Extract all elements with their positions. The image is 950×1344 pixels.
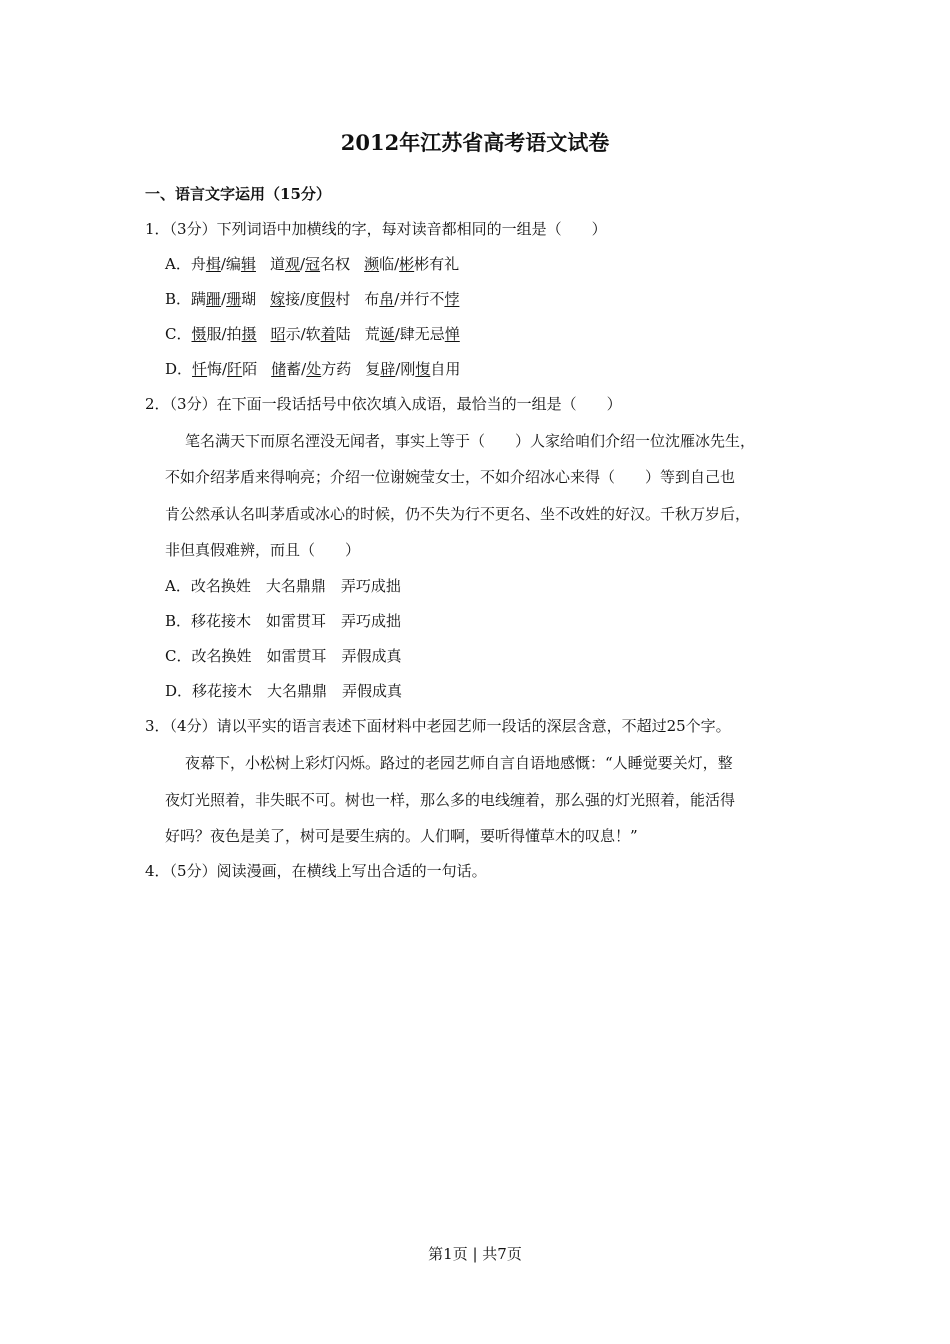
question-2-stem: 2．（3分）在下面一段话括号中依次填入成语，最恰当的一组是（ ） — [145, 395, 622, 413]
question-2-passage-line: 肯公然承认名叫茅盾或冰心的时候，仍不失为行不更名、坐不改姓的好汉。千秋万岁后， — [165, 505, 751, 523]
question-1-option-d: D．忏悔/阡陌 储蓄/处方药 复辟/刚愎自用 — [165, 360, 461, 378]
question-3-passage-line: 夜幕下，小松树上彩灯闪烁。路过的老园艺师自言自语地感慨：“人睡觉要关灯，整 — [185, 754, 733, 772]
section-heading-1: 一、语言文字运用（15分） — [145, 185, 331, 203]
page-title: 2012年江苏省高考语文试卷 — [340, 130, 610, 155]
question-2-option-c: C．改名换姓 如雷贯耳 弄假成真 — [165, 647, 402, 665]
question-1-stem: 1．（3分）下列词语中加横线的字，每对读音都相同的一组是（ ） — [145, 220, 607, 238]
question-2-passage-line: 笔名满天下而原名湮没无闻者，事实上等于（ ）人家给咱们介绍一位沈雁冰先生， — [185, 432, 756, 450]
question-3-stem: 3．（4分）请以平实的语言表述下面材料中老园艺师一段话的深层含意，不超过25个字。 — [145, 717, 731, 735]
question-1-option-a: A．舟楫/编辑 道观/冠名权 濒临/彬彬有礼 — [165, 255, 460, 273]
question-2-passage-line: 非但真假难辨，而且（ ） — [165, 541, 361, 559]
question-2-option-d: D．移花接木 大名鼎鼎 弄假成真 — [165, 682, 403, 700]
question-3-passage-line: 夜灯光照着，非失眠不可。树也一样，那么多的电线缠着，那么强的灯光照着，能活得 — [165, 791, 736, 809]
page-footer: 第1页 | 共7页 — [428, 1245, 522, 1263]
question-4-stem: 4．（5分）阅读漫画，在横线上写出合适的一句话。 — [145, 862, 487, 880]
question-2-option-a: A．改名换姓 大名鼎鼎 弄巧成拙 — [165, 577, 401, 595]
question-2-passage-line: 不如介绍茅盾来得响亮；介绍一位谢婉莹女士，不如介绍冰心来得（ ）等到自己也 — [165, 468, 736, 486]
comic-placeholder-area — [140, 895, 810, 1215]
question-1-option-b: B．蹒跚/珊瑚 嫁接/度假村 布帛/并行不悖 — [165, 290, 460, 308]
question-2-option-b: B．移花接木 如雷贯耳 弄巧成拙 — [165, 612, 402, 630]
question-3-passage-line: 好吗？夜色是美了，树可是要生病的。人们啊，要听得懂草木的叹息！” — [165, 827, 638, 845]
question-1-option-c: C．慑服/拍摄 昭示/软着陆 荒诞/肆无忌惮 — [165, 325, 460, 343]
